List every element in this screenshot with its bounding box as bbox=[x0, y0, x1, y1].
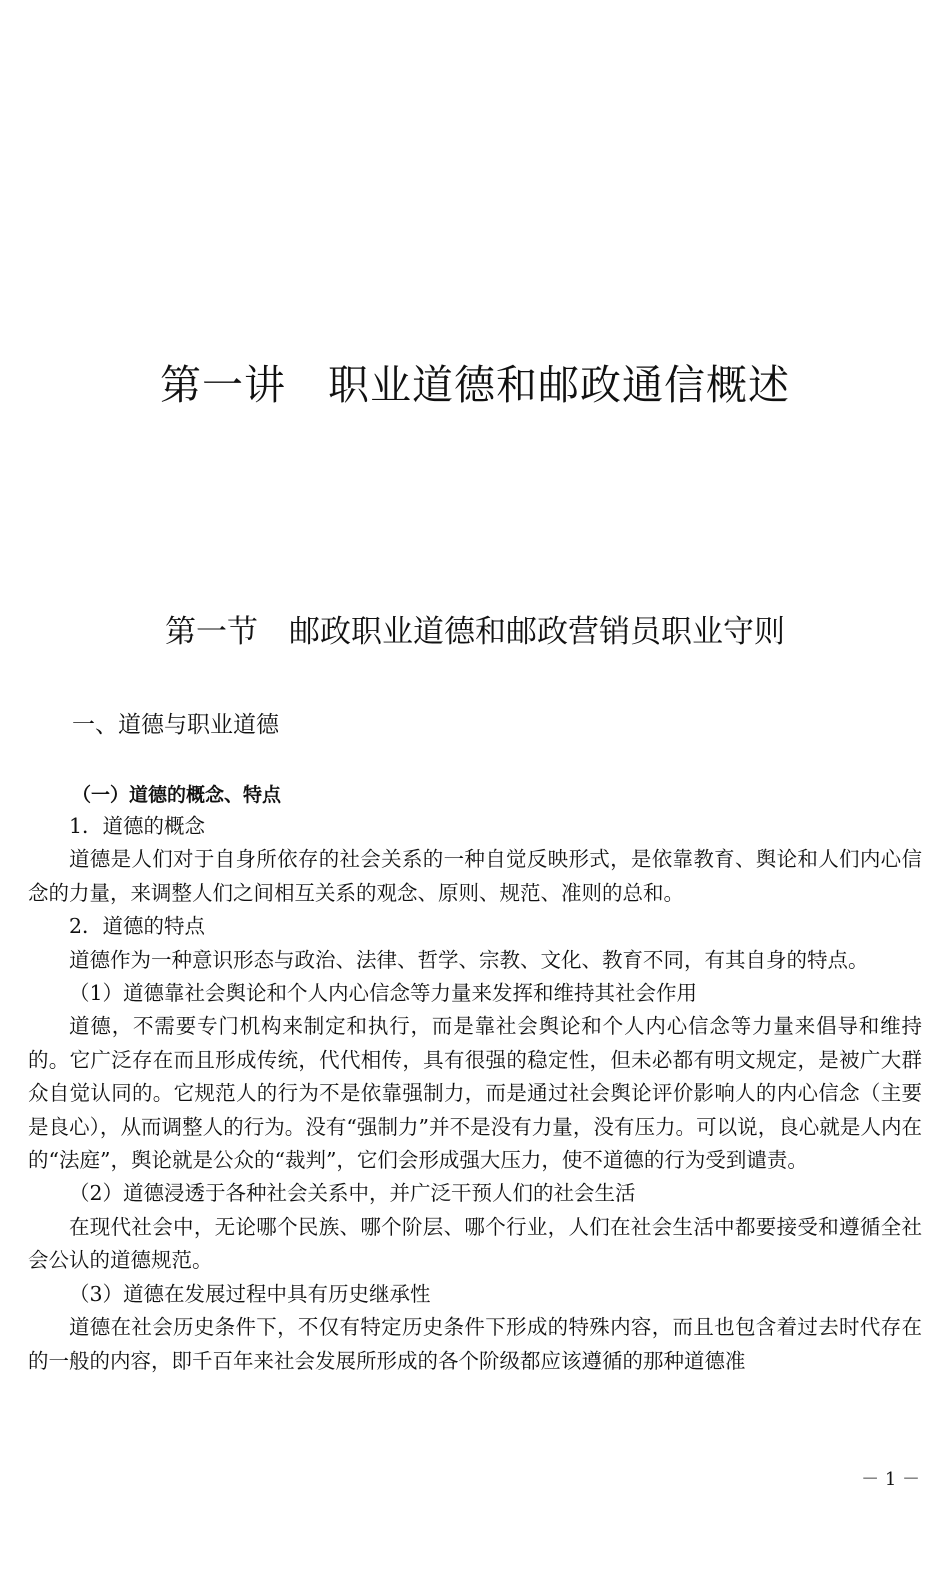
paragraph-feature-3: 道德在社会历史条件下，不仅有特定历史条件下形成的特殊内容，而且也包含着过去时代存在的一般的内容，即千百年来社会发展所形成的各个阶级都应该遵循的那种道德准 bbox=[28, 1315, 922, 1373]
heading-level-2: （一）道德的概念、特点 bbox=[72, 784, 282, 806]
feature-heading-1: （1）道德靠社会舆论和个人内心信念等力量来发挥和维持其社会作用 bbox=[69, 981, 698, 1006]
subheading-concept: 1．道德的概念 bbox=[69, 814, 206, 838]
section-title: 第一节 邮政职业道德和邮政营销员职业守则 bbox=[165, 614, 785, 650]
paragraph-feature-1: 道德，不需要专门机构来制定和执行，而是靠社会舆论和个人内心信念等力量来倡导和维持的。它广泛存在而且形成传统，代代相传，具有很强的稳定性，但未必都有明文规定，是被广大群众自觉认同的。它规范人的行为不是依靠强制力，而是通过社会舆论评价影响人的内心信念（主要是良心），从而调整人的行为。没有“强制力”并不是没有力量，没有压力。可以说，良心就是人内在的“法庭”，舆论就是公众的“裁判”，它们会形成强大压力，使不道德的行为受到谴责。 bbox=[28, 1014, 922, 1173]
feature-heading-2: （2）道德浸透于各种社会关系中，并广泛干预人们的社会生活 bbox=[69, 1181, 636, 1206]
subheading-features: 2．道德的特点 bbox=[69, 914, 206, 939]
feature-heading-3: （3）道德在发展过程中具有历史继承性 bbox=[69, 1281, 431, 1306]
chapter-title: 第一讲 职业道德和邮政通信概述 bbox=[160, 361, 790, 409]
page-number: － 1 － bbox=[861, 1469, 920, 1490]
paragraph-feature-2: 在现代社会中，无论哪个民族、哪个阶层、哪个行业，人们在社会生活中都要接受和遵循全社会公认的道德规范。 bbox=[28, 1214, 922, 1273]
paragraph-features-intro: 道德作为一种意识形态与政治、法律、哲学、宗教、文化、教育不同，有其自身的特点。 bbox=[69, 947, 869, 972]
paragraph-definition: 道德是人们对于自身所依存的社会关系的一种自觉反映形式，是依靠教育、舆论和人们内心信念的力量，来调整人们之间相互关系的观念、原则、规范、准则的总和。 bbox=[28, 847, 922, 905]
body-text bbox=[28, 810, 922, 1378]
heading-level-1: 一、道德与职业道德 bbox=[72, 712, 279, 738]
